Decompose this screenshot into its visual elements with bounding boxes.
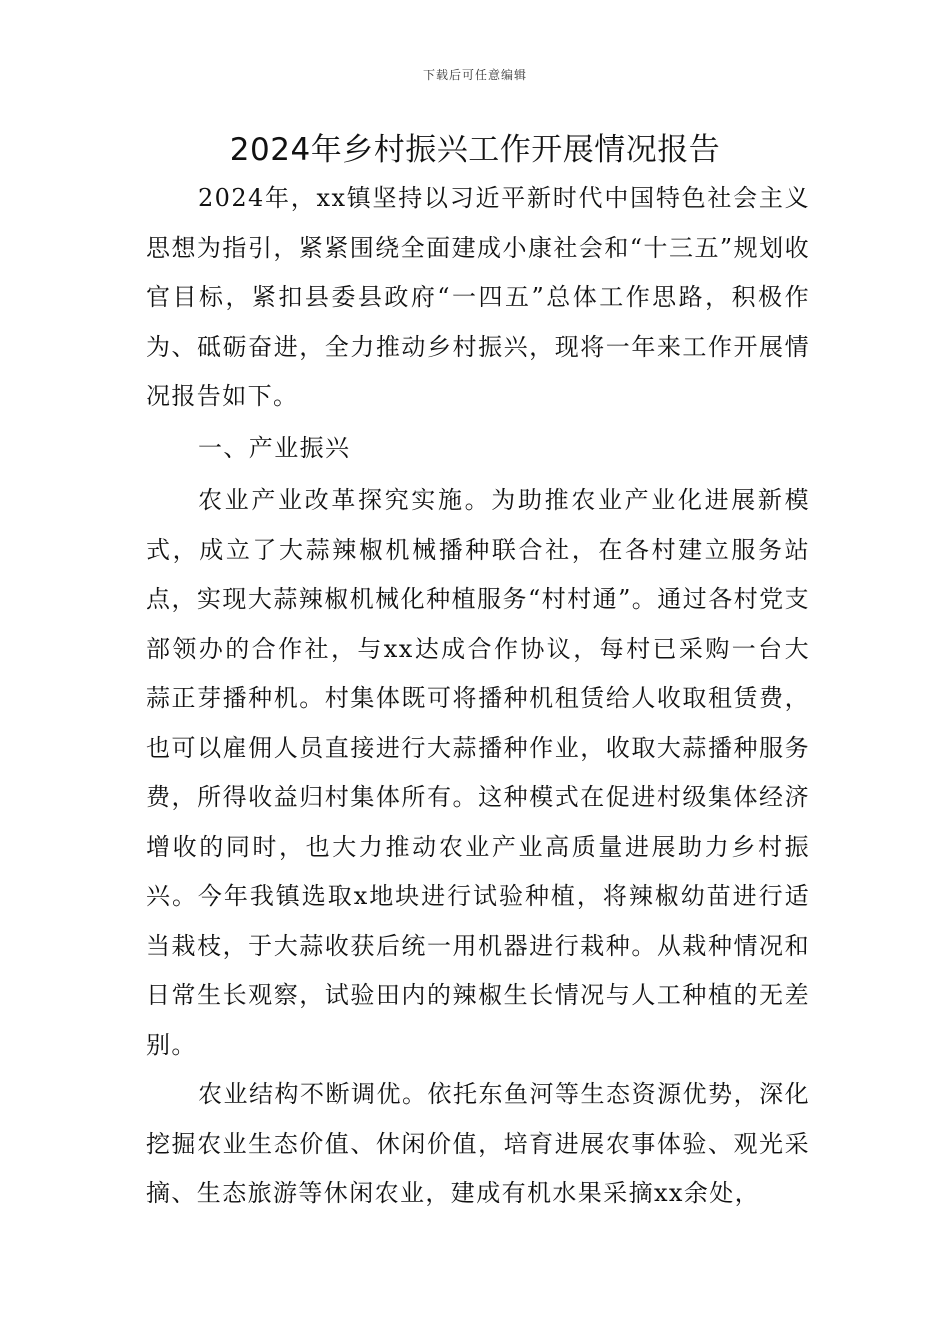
paragraph-industry-reform: 农业产业改革探究实施。为助推农业产业化进展新模式，成立了大蒜辣椒机械播种联合社，在各村建立服务站点，实现大蒜辣椒机械化种植服务“村村通”。通过各村党支部领办的合作社，与xx达成合作协议，每村已采购一台大蒜正芽播种机。村集体既可将播种机租赁给人收取租赁费，也可以雇佣人员直接进行大蒜播种作业，收取大蒜播种服务费，所得收益归村集体所有。这种模式在促进村级集体经济增收的同时，也大力推动农业产业高质量进展助力乡村振兴。今年我镇选取x地块进行试验种植，将辣椒幼苗进行适当栽枝，于大蒜收获后统一用机器进行栽种。从栽种情况和日常生长观察，试验田内的辣椒生长情况与人工种植的无差别。 [146, 486, 810, 1059]
paragraph-structure-optimization: 农业结构不断调优。依托东鱼河等生态资源优势，深化挖掘农业生态价值、休闲价值，培育进展农事体验、观光采摘、生态旅游等休闲农业，建成有机水果采摘xx余处， [146, 1080, 810, 1207]
document-body [146, 174, 810, 1219]
header-note: 下载后可任意编辑 [422, 68, 527, 82]
intro-paragraph: 2024年，xx镇坚持以习近平新时代中国特色社会主义思想为指引，紧紧围绕全面建成小康社会和“十三五”规划收官目标，紧扣县委县政府“一四五”总体工作思路，积极作为、砥砺奋进，全力推动乡村振兴，现将一年来工作开展情况报告如下。 [146, 184, 810, 410]
page-title: 2024年乡村振兴工作开展情况报告 [229, 132, 721, 168]
section-heading-industry: 一、产业振兴 [198, 433, 351, 462]
